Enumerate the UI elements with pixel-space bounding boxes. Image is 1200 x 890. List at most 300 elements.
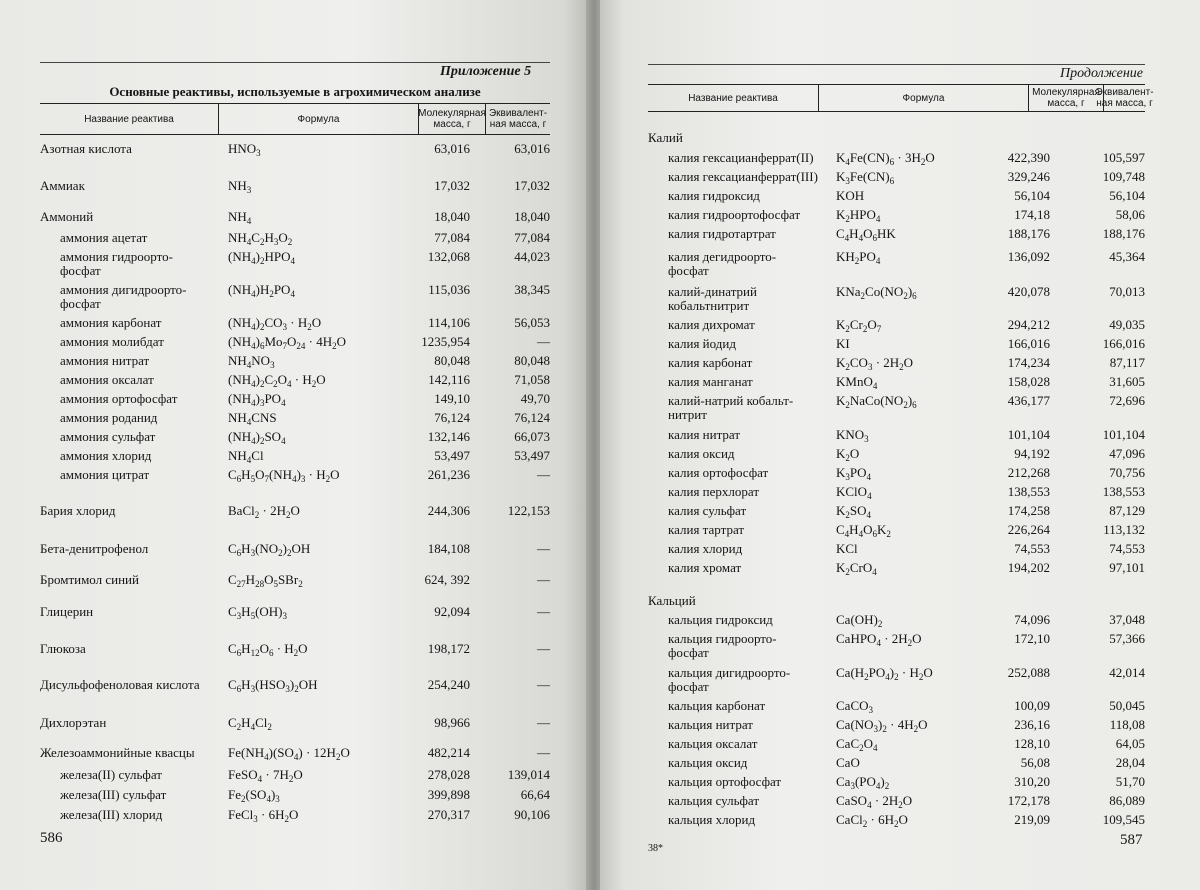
reagent-formula: $(NH_4)_2SO_4$ xyxy=(228,429,286,446)
equivalent-mass: — xyxy=(537,467,550,482)
reagent-formula: $Ca(NO_3)_2 \cdot 4H_2O$ xyxy=(836,717,928,734)
equivalent-mass: 97,101 xyxy=(1109,560,1145,575)
equivalent-mass: 71,058 xyxy=(514,372,550,387)
equivalent-mass: 42,014 xyxy=(1109,665,1145,680)
reagent-formula: $C_2H_4Cl_2$ xyxy=(228,715,272,732)
molecular-mass: 261,236 xyxy=(427,467,470,482)
header-formula: Формула xyxy=(818,85,1028,111)
molecular-mass: 198,172 xyxy=(427,641,470,656)
reagent-formula: $NH_3$ xyxy=(228,178,252,195)
molecular-mass: 115,036 xyxy=(428,282,470,297)
reagent-formula: $Ca(OH)_2$ xyxy=(836,612,883,629)
header-name: Название реактива xyxy=(688,92,778,104)
equivalent-mass: 188,176 xyxy=(1102,226,1145,241)
table-row xyxy=(40,642,550,658)
equivalent-mass: 51,70 xyxy=(1115,774,1145,789)
reagent-name: аммония карбонат xyxy=(60,315,162,330)
reagent-name: калий-динатрий кобальтнитрит xyxy=(668,284,757,313)
reagent-formula: $C_4H_4O_6HK$ xyxy=(836,226,896,243)
table-row xyxy=(40,210,550,226)
molecular-mass: 94,192 xyxy=(1014,446,1050,461)
reagent-name: Глицерин xyxy=(40,604,94,619)
molecular-mass: 132,068 xyxy=(427,249,470,264)
table-row xyxy=(40,542,550,558)
molecular-mass: 174,234 xyxy=(1007,355,1050,370)
equivalent-mass: 109,748 xyxy=(1102,169,1145,184)
equivalent-mass: 66,073 xyxy=(514,429,550,444)
equivalent-mass: 87,117 xyxy=(1109,355,1145,370)
reagent-name: калия дегидроорто- фосфат xyxy=(668,249,777,278)
equivalent-mass: — xyxy=(537,572,550,587)
molecular-mass: 149,10 xyxy=(434,391,470,406)
equivalent-mass: 58,06 xyxy=(1115,207,1145,222)
reagent-name: Кальций xyxy=(648,593,696,608)
molecular-mass: 158,028 xyxy=(1007,374,1050,389)
header-mol-mass: Молекулярная масса, г xyxy=(418,104,485,134)
equivalent-mass: 66,64 xyxy=(520,787,550,802)
reagent-name: Глюкоза xyxy=(40,641,86,656)
equivalent-mass: 17,032 xyxy=(514,178,550,193)
molecular-mass: 219,09 xyxy=(1014,812,1050,827)
molecular-mass: 174,18 xyxy=(1014,207,1050,222)
reagent-name: аммония ацетат xyxy=(60,230,148,245)
reagent-formula: $C_6H_5O_7(NH_4)_3 \cdot H_2O$ xyxy=(228,467,340,484)
reagent-name: калия гидроортофосфат xyxy=(668,207,801,222)
molecular-mass: 172,178 xyxy=(1007,793,1050,808)
equivalent-mass: 77,084 xyxy=(514,230,550,245)
reagent-name: железа(III) сульфат xyxy=(60,787,167,802)
reagent-name: аммония оксалат xyxy=(60,372,154,387)
table-row xyxy=(648,756,1145,772)
page-number-left: 586 xyxy=(40,830,63,846)
reagent-name: кальция оксалат xyxy=(668,736,758,751)
molecular-mass: 212,268 xyxy=(1007,465,1050,480)
molecular-mass: 92,094 xyxy=(434,604,470,619)
reagent-formula: KCl xyxy=(836,541,858,556)
equivalent-mass: 44,023 xyxy=(514,249,550,264)
reagent-formula: $Fe_2(SO_4)_3$ xyxy=(228,787,280,804)
header-eq-mass: Эквивалент-ная масса, г xyxy=(1095,87,1154,109)
equivalent-mass: 49,035 xyxy=(1109,317,1145,332)
group-heading xyxy=(648,131,1145,147)
table-row xyxy=(648,794,1145,810)
reagent-formula: KMnO$_4$ xyxy=(836,374,878,391)
reagent-name: аммония нитрат xyxy=(60,353,150,368)
reagent-formula: $K_2HPO_4$ xyxy=(836,207,881,224)
equivalent-mass: 45,364 xyxy=(1109,249,1145,264)
reagent-name: кальция нитрат xyxy=(668,717,753,732)
molecular-mass: 142,116 xyxy=(428,372,470,387)
table-row xyxy=(648,356,1145,372)
table-row xyxy=(648,718,1145,734)
equivalent-mass: 138,553 xyxy=(1102,484,1145,499)
molecular-mass: 236,16 xyxy=(1014,717,1050,732)
header-mol-mass: Молекулярная масса, г xyxy=(1028,85,1103,111)
table-row xyxy=(648,523,1145,539)
equivalent-mass: 47,096 xyxy=(1109,446,1145,461)
table-row xyxy=(40,179,550,195)
molecular-mass: 420,078 xyxy=(1007,284,1050,299)
reagent-formula: $(NH_4)_2CO_3 \cdot H_2O$ xyxy=(228,315,322,332)
molecular-mass: 172,10 xyxy=(1014,631,1050,646)
table-row xyxy=(40,788,550,804)
table-row xyxy=(40,746,550,762)
molecular-mass: 100,09 xyxy=(1014,698,1050,713)
molecular-mass: 166,016 xyxy=(1007,336,1050,351)
reagent-name: калия перхлорат xyxy=(668,484,760,499)
reagent-name: калия ортофосфат xyxy=(668,465,769,480)
molecular-mass: 482,214 xyxy=(427,745,470,760)
reagent-name: кальция карбонат xyxy=(668,698,766,713)
reagent-formula: $C_6H_3(HSO_3)_2OH$ xyxy=(228,677,318,694)
molecular-mass: 270,317 xyxy=(427,807,470,822)
reagent-name: кальция дигидроорто- фосфат xyxy=(668,665,791,694)
reagent-name: калия хромат xyxy=(668,560,742,575)
reagent-formula: $CaC_2O_4$ xyxy=(836,736,878,753)
table-row xyxy=(648,485,1145,501)
reagent-formula: $K_2SO_4$ xyxy=(836,503,872,520)
equivalent-mass: 166,016 xyxy=(1102,336,1145,351)
reagent-formula: $K_3PO_4$ xyxy=(836,465,872,482)
molecular-mass: 254,240 xyxy=(427,677,470,692)
equivalent-mass: 105,597 xyxy=(1102,150,1145,165)
reagent-formula: $HNO_3$ xyxy=(228,141,261,158)
reagent-name: кальция ортофосфат xyxy=(668,774,782,789)
reagent-name: Дихлорэтан xyxy=(40,715,107,730)
reagent-name: кальция гидроорто- фосфат xyxy=(668,631,777,660)
molecular-mass: 56,08 xyxy=(1020,755,1050,770)
reagent-name: калия гидроксид xyxy=(668,188,760,203)
table-row xyxy=(40,411,550,427)
table-row xyxy=(40,678,550,694)
molecular-mass: 624, 392 xyxy=(424,572,470,587)
reagent-name: кальция гидроксид xyxy=(668,612,773,627)
table-row xyxy=(648,227,1145,243)
molecular-mass: 310,20 xyxy=(1014,774,1050,789)
reagent-formula: CaSO$_4$ · $2H_2O$ xyxy=(836,793,913,810)
reagent-formula: $(NH_4)_2C_2O_4 \cdot H_2O$ xyxy=(228,372,326,389)
reagent-name: кальция оксид xyxy=(668,755,748,770)
equivalent-mass: — xyxy=(537,641,550,656)
reagent-name: Калий xyxy=(648,130,683,145)
equivalent-mass: 74,553 xyxy=(1109,541,1145,556)
appendix-label: Приложение 5 xyxy=(440,64,532,79)
reagent-formula: CaCl$_2$ · $6H_2O$ xyxy=(836,812,908,829)
reagent-formula: $C_3H_5(OH)_3$ xyxy=(228,604,287,621)
table-row xyxy=(648,504,1145,520)
equivalent-mass: 57,366 xyxy=(1109,631,1145,646)
reagent-formula: $(NH_4)_3PO_4$ xyxy=(228,391,286,408)
reagent-name: Аммиак xyxy=(40,178,85,193)
equivalent-mass: 49,70 xyxy=(520,391,550,406)
reagent-name: железа(II) сульфат xyxy=(60,767,162,782)
equivalent-mass: 37,048 xyxy=(1109,612,1145,627)
equivalent-mass: 76,124 xyxy=(514,410,550,425)
equivalent-mass: 72,696 xyxy=(1109,393,1145,408)
reagent-formula: BaCl$_2$ · $2H_2O$ xyxy=(228,503,300,520)
reagent-name: аммония сульфат xyxy=(60,429,156,444)
top-rule xyxy=(40,62,550,63)
reagent-formula: $NH_4Cl$ xyxy=(228,448,264,465)
reagent-formula: KOH xyxy=(836,188,865,203)
equivalent-mass: 87,129 xyxy=(1109,503,1145,518)
equivalent-mass: 70,013 xyxy=(1109,284,1145,299)
equivalent-mass: 139,014 xyxy=(507,767,550,782)
table-row xyxy=(40,373,550,389)
reagent-name: аммония ортофосфат xyxy=(60,391,178,406)
reagent-formula: $KH_2PO_4$ xyxy=(836,249,881,266)
reagent-name: аммония хлорид xyxy=(60,448,152,463)
equivalent-mass: 86,089 xyxy=(1109,793,1145,808)
molecular-mass: 294,212 xyxy=(1007,317,1050,332)
reagent-formula: KI xyxy=(836,336,850,351)
table-row xyxy=(648,447,1145,463)
reagent-name: Аммоний xyxy=(40,209,94,224)
molecular-mass: 98,966 xyxy=(434,715,470,730)
table-row xyxy=(40,335,550,351)
table-row xyxy=(40,283,550,313)
reagent-formula: $K_3Fe(CN)_6$ xyxy=(836,169,895,186)
molecular-mass: 17,032 xyxy=(434,178,470,193)
reagent-name: аммония молибдат xyxy=(60,334,164,349)
molecular-mass: 132,146 xyxy=(427,429,470,444)
table-title: Основные реактивы, используемые в агрохимическом анализе xyxy=(109,84,481,99)
molecular-mass: 188,176 xyxy=(1007,226,1050,241)
molecular-mass: 138,553 xyxy=(1007,484,1050,499)
reagent-formula: $NH_4C_2H_3O_2$ xyxy=(228,230,293,247)
table-row xyxy=(648,250,1145,280)
reagent-name: калия манганат xyxy=(668,374,753,389)
molecular-mass: 56,104 xyxy=(1014,188,1050,203)
table-row xyxy=(40,504,550,520)
reagent-formula: $C_6H_3(NO_2)_2OH$ xyxy=(228,541,311,558)
header-formula: Формула xyxy=(218,104,418,134)
table-row xyxy=(648,666,1145,696)
header-name: Название реактива xyxy=(84,113,174,125)
table-row xyxy=(648,375,1145,391)
table-row xyxy=(648,428,1145,444)
equivalent-mass: — xyxy=(537,334,550,349)
table-row xyxy=(40,768,550,784)
equivalent-mass: 109,545 xyxy=(1102,812,1145,827)
reagent-formula: $K_4Fe(CN)_6 \cdot 3H_2O$ xyxy=(836,150,935,167)
header-eq-mass: Эквивалент-ная масса, г xyxy=(485,104,550,134)
equivalent-mass: 31,605 xyxy=(1109,374,1145,389)
reagent-name: аммония дигидроорто- фосфат xyxy=(60,282,187,311)
reagent-name: железа(III) хлорид xyxy=(60,807,163,822)
molecular-mass: 329,246 xyxy=(1007,169,1050,184)
equivalent-mass: — xyxy=(537,745,550,760)
molecular-mass: 53,497 xyxy=(434,448,470,463)
reagent-formula: $Fe(NH_4)(SO_4) \cdot 12H_2O$ xyxy=(228,745,350,762)
reagent-name: калия сульфат xyxy=(668,503,747,518)
table-row xyxy=(40,716,550,732)
table-row xyxy=(648,613,1145,629)
equivalent-mass: 28,04 xyxy=(1115,755,1145,770)
reagent-name: калия хлорид xyxy=(668,541,743,556)
reagent-formula: FeCl$_3$ · $6H_2O$ xyxy=(228,807,299,824)
table-row xyxy=(648,699,1145,715)
reagent-name: калия тартрат xyxy=(668,522,745,537)
page-number-right: 587 xyxy=(1120,832,1143,848)
reagent-name: Бета-денитрофенол xyxy=(40,541,149,556)
equivalent-mass: 118,08 xyxy=(1109,717,1145,732)
table-row xyxy=(648,561,1145,577)
molecular-mass: 80,048 xyxy=(434,353,470,368)
reagent-formula: CaCO$_3$ xyxy=(836,698,873,715)
reagent-formula: $K_2NaCo(NO_2)_6$ xyxy=(836,393,917,410)
molecular-mass: 174,258 xyxy=(1007,503,1050,518)
molecular-mass: 18,040 xyxy=(434,209,470,224)
molecular-mass: 399,898 xyxy=(427,787,470,802)
table-row xyxy=(648,151,1145,167)
reagent-formula: $K_2Cr_2O_7$ xyxy=(836,317,882,334)
equivalent-mass: 80,048 xyxy=(514,353,550,368)
table-row xyxy=(648,466,1145,482)
equivalent-mass: 38,345 xyxy=(514,282,550,297)
table-row xyxy=(648,542,1145,558)
equivalent-mass: 56,104 xyxy=(1109,188,1145,203)
reagent-name: Азотная кислота xyxy=(40,141,132,156)
reagent-name: аммония роданид xyxy=(60,410,158,425)
top-rule xyxy=(648,64,1145,65)
table-row xyxy=(40,392,550,408)
reagent-name: Бария хлорид xyxy=(40,503,116,518)
reagent-name: кальция хлорид xyxy=(668,812,756,827)
reagent-formula: CaHPO$_4$ · $2H_2O$ xyxy=(836,631,922,648)
table-row xyxy=(40,231,550,247)
table-row xyxy=(40,316,550,332)
reagent-formula: $NH_4CNS$ xyxy=(228,410,277,427)
reagent-name: Дисульфофеноловая кислота xyxy=(40,677,200,692)
table-row xyxy=(40,142,550,158)
reagent-formula: $NH_4$ xyxy=(228,209,252,226)
equivalent-mass: 56,053 xyxy=(514,315,550,330)
equivalent-mass: 50,045 xyxy=(1109,698,1145,713)
equivalent-mass: 63,016 xyxy=(514,141,550,156)
reagent-name: калия гексацианферрат(III) xyxy=(668,169,818,184)
molecular-mass: 184,108 xyxy=(427,541,470,556)
table-row xyxy=(648,813,1145,829)
reagent-name: Бромтимол синий xyxy=(40,572,139,587)
equivalent-mass: 113,132 xyxy=(1103,522,1145,537)
equivalent-mass: 70,756 xyxy=(1109,465,1145,480)
molecular-mass: 194,202 xyxy=(1007,560,1050,575)
reagent-formula: $Ca(H_2PO_4)_2 \cdot H_2O$ xyxy=(836,665,933,682)
molecular-mass: 252,088 xyxy=(1007,665,1050,680)
table-row xyxy=(40,808,550,824)
molecular-mass: 436,177 xyxy=(1007,393,1050,408)
table-row xyxy=(648,632,1145,662)
molecular-mass: 77,084 xyxy=(434,230,470,245)
reagent-formula: FeSO$_4$ · $7H_2O$ xyxy=(228,767,303,784)
equivalent-mass: 90,106 xyxy=(514,807,550,822)
table-row xyxy=(648,318,1145,334)
molecular-mass: 101,104 xyxy=(1007,427,1050,442)
group-heading xyxy=(648,594,1145,610)
reagent-formula: $NH_4NO_3$ xyxy=(228,353,275,370)
table-row xyxy=(40,605,550,621)
reagent-name: аммония гидроорто- фосфат xyxy=(60,249,173,278)
table-row xyxy=(648,775,1145,791)
equivalent-mass: 53,497 xyxy=(514,448,550,463)
reagent-formula: CaO xyxy=(836,755,860,770)
reagent-name: калий-натрий кобальт- нитрит xyxy=(668,393,794,422)
table-row xyxy=(648,737,1145,753)
equivalent-mass: — xyxy=(537,604,550,619)
reagent-name: калия оксид xyxy=(668,446,735,461)
reagent-name: аммония цитрат xyxy=(60,467,150,482)
reagent-formula: $C_{27}H_{28}O_5SBr_2$ xyxy=(228,572,303,589)
table-row xyxy=(648,208,1145,224)
table-header xyxy=(648,84,1154,112)
reagent-name: калия карбонат xyxy=(668,355,753,370)
reagent-formula: $(NH_4)_6Mo_7O_{24} \cdot 4H_2O$ xyxy=(228,334,347,351)
table-row xyxy=(648,337,1145,353)
molecular-mass: 74,553 xyxy=(1014,541,1050,556)
reagent-name: кальция сульфат xyxy=(668,793,760,808)
molecular-mass: 136,092 xyxy=(1007,249,1050,264)
right-page xyxy=(600,0,1200,890)
reagent-name: калия дихромат xyxy=(668,317,755,332)
molecular-mass: 422,390 xyxy=(1007,150,1050,165)
table-row xyxy=(648,189,1145,205)
table-row xyxy=(648,394,1145,424)
table-row xyxy=(648,285,1145,315)
signature-mark: 38* xyxy=(648,843,663,854)
molecular-mass: 226,264 xyxy=(1007,522,1050,537)
molecular-mass: 74,096 xyxy=(1014,612,1050,627)
reagent-formula: $(NH_4)_2HPO_4$ xyxy=(228,249,295,266)
table-row xyxy=(648,170,1145,186)
table-row xyxy=(40,449,550,465)
equivalent-mass: — xyxy=(537,715,550,730)
reagent-formula: $Ca_3(PO_4)_2$ xyxy=(836,774,890,791)
reagent-formula: $(NH_4)H_2PO_4$ xyxy=(228,282,295,299)
molecular-mass: 1235,954 xyxy=(421,334,470,349)
continuation-label: Продолжение xyxy=(1060,66,1143,81)
reagent-name: калия гексацианферрат(II) xyxy=(668,150,814,165)
reagent-formula: $C_4H_4O_6K_2$ xyxy=(836,522,891,539)
reagent-name: калия нитрат xyxy=(668,427,741,442)
molecular-mass: 244,306 xyxy=(427,503,470,518)
equivalent-mass: 101,104 xyxy=(1102,427,1145,442)
reagent-formula: $K_2CrO_4$ xyxy=(836,560,877,577)
table-header xyxy=(40,103,550,135)
molecular-mass: 76,124 xyxy=(434,410,470,425)
reagent-formula: $K_2O$ xyxy=(836,446,860,463)
table-row xyxy=(40,430,550,446)
reagent-name: Железоаммонийные квасцы xyxy=(40,745,195,760)
molecular-mass: 128,10 xyxy=(1014,736,1050,751)
reagent-name: калия йодид xyxy=(668,336,736,351)
table-row xyxy=(40,354,550,370)
molecular-mass: 114,106 xyxy=(428,315,470,330)
table-row xyxy=(40,468,550,484)
equivalent-mass: 64,05 xyxy=(1115,736,1145,751)
reagent-name: калия гидротартрат xyxy=(668,226,776,241)
equivalent-mass: — xyxy=(537,541,550,556)
equivalent-mass: — xyxy=(537,677,550,692)
equivalent-mass: 122,153 xyxy=(507,503,550,518)
molecular-mass: 278,028 xyxy=(427,767,470,782)
table-row xyxy=(40,573,550,589)
equivalent-mass: 18,040 xyxy=(514,209,550,224)
reagent-formula: $K_2CO_3 \cdot 2H_2O$ xyxy=(836,355,914,372)
left-page xyxy=(0,0,588,890)
table-row xyxy=(40,250,550,280)
reagent-formula: $KNa_2Co(NO_2)_6$ xyxy=(836,284,917,301)
